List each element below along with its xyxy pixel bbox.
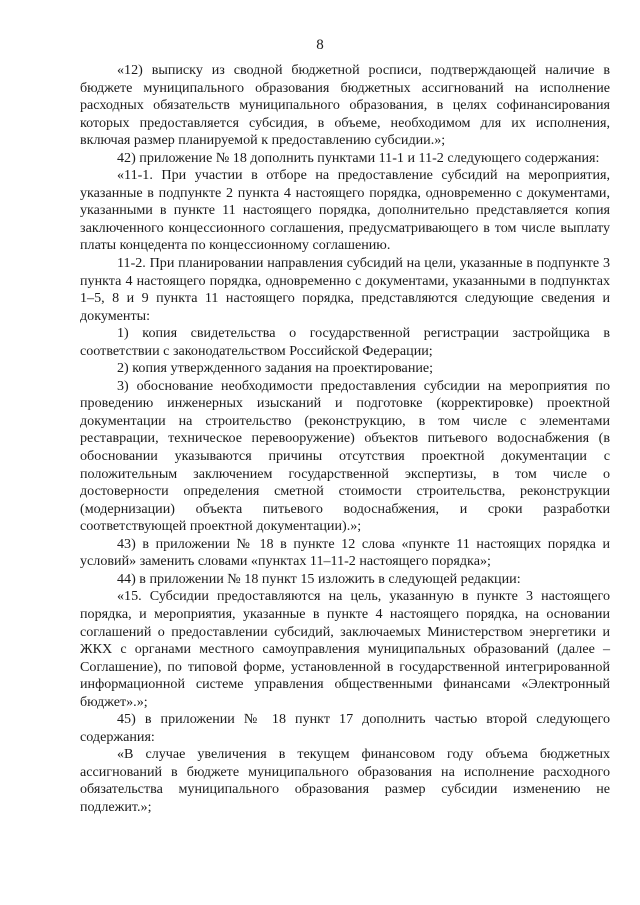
paragraph-point-44: 44) в приложении № 18 пункт 15 изложить в следующей редакции: (117, 570, 521, 587)
paragraph-clause-15: «15. Субсидии предоставляются на цель, указанную в пункте 3 настоящего порядка, и мероприятия, указанные в пункте 4 настоящего порядка, на основании соглашений о предоставлении субсидий, заключаемых Министерством энергетики и ЖКХ с органами местного самоуправления муниципальных образований (далее – Соглашение), по типовой форме, установленной в государственной интегрированной информационной системе управления общественными финансами «Электронный бюджет».»; (80, 588, 610, 710)
paragraph-clause-11-2: 11-2. При планировании направления субсидий на цели, указанные в подпункте 3 пункта 4 настоящего порядка, одновременно с документами, указанными в подпунктах 1–5, 8 и 9 пункта 11 настоящего порядка, представляются следующие сведения и документы: (80, 255, 610, 324)
paragraph-subitem-3: 3) обоснование необходимости предоставления субсидии на мероприятия по проведению инженерных изысканий и подготовке (корректировке) проектной документации на строительство (реконструкцию, в том числе с элементами реставрации, техническое перевооружение) объектов питьевого водоснабжения (в обосновании указываются причины отсутствия проектной документации с положительным заключением государственной экспертизы, в том числе о достоверности определения сметной стоимости строительства, реконструкции (модернизации) объекта питьевого водоснабжения, и сроки разработки соответствующей проектной документации).»; (80, 377, 610, 535)
paragraph-subitem-1: 1) копия свидетельства о государственной регистрации застройщика в соответствии с законодательством Российской Федерации; (80, 325, 610, 359)
paragraph-point-42: 42) приложение № 18 дополнить пунктами 11-1 и 11-2 следующего содержания: (117, 149, 600, 166)
paragraph-subitem-2: 2) копия утвержденного задания на проектирование; (117, 360, 434, 377)
paragraph-point-45: 45) в приложении № 18 пункт 17 дополнить частью второй следующего содержания: (80, 711, 610, 745)
paragraph-clause-17-part-2: «В случае увеличения в текущем финансовом году объема бюджетных ассигнований в бюджете муниципального образования на исполнение расходного обязательства муниципального образования размер субсидии изменению не подлежит.»; (80, 746, 610, 815)
page-number: 8 (316, 37, 324, 53)
paragraph-item-12-bank-statement: «12) выписку из сводной бюджетной росписи, подтверждающей наличие в бюджете муниципального образования бюджетных ассигнований на исполнение расходных обязательств муниципального образования, в целях софинансирования которых предоставляется субсидия, в объеме, необходимом для их исполнения, включая размер планируемой к предоставлению субсидии.»; (80, 62, 610, 149)
paragraph-clause-11-1: «11-1. При участии в отборе на предоставление субсидий на мероприятия, указанные в подпункте 2 пункта 4 настоящего порядка, одновременно с документами, указанными в пункте 11 настоящего порядка, дополнительно представляется копия заключенного концессионного соглашения, предусматривающего в том числе выплату платы концедента по концессионному соглашению. (80, 167, 610, 254)
document-body (80, 62, 610, 817)
paragraph-point-43: 43) в приложении № 18 в пункте 12 слова «пункте 11 настоящих порядка и условий» заменить словами «пунктах 11–11-2 настоящего порядка»; (80, 535, 610, 570)
